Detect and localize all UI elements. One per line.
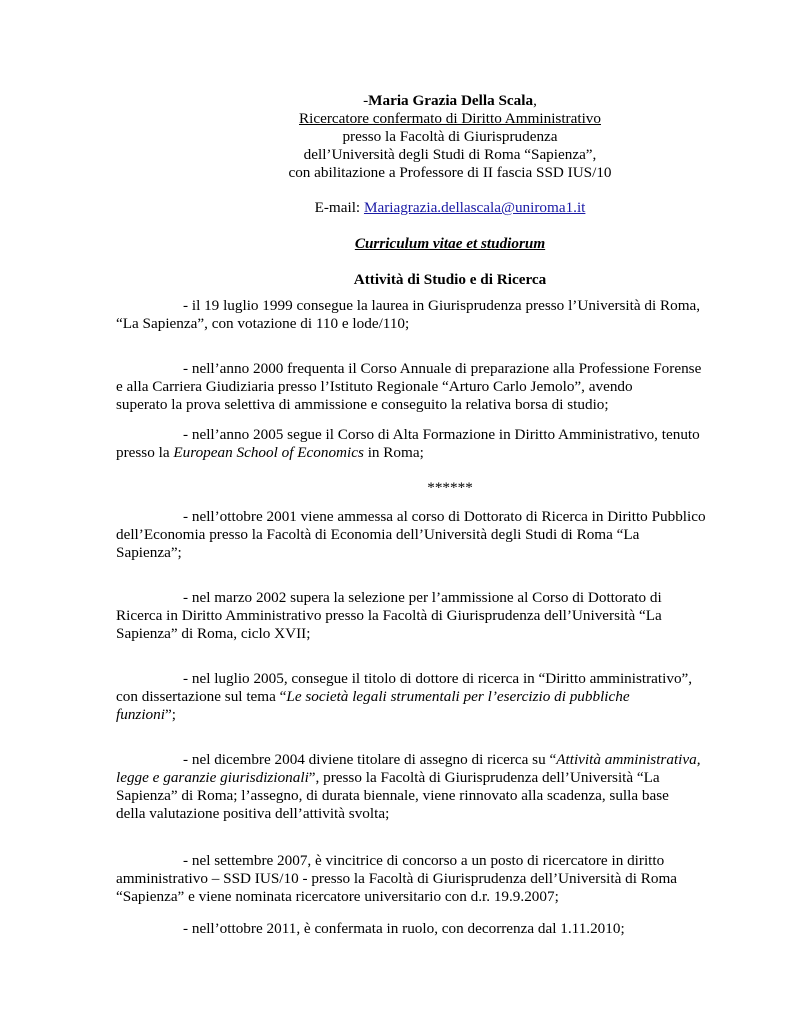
text-span: in Roma; [363, 444, 424, 461]
italic-span: legge e garanzie giurisdizionali [116, 769, 309, 786]
name-suffix: , [533, 92, 537, 109]
author-faculty: presso la Facoltà di Giurisprudenza [342, 128, 558, 145]
paragraph-2-line-2: e alla Carriera Giudiziaria presso l’Istituto Regionale “Arturo Carlo Jemolo”, avendo [116, 378, 633, 395]
section-title: Attività di Studio e di Ricerca [353, 271, 547, 288]
paragraph-6-line-2 [116, 688, 630, 706]
paragraph-4-line-1: - nell’ottobre 2001 viene ammessa al corso di Dottorato di Ricerca in Diritto Pubblico [183, 508, 706, 525]
paragraph-1-line-2: “La Sapienza”, con votazione di 110 e lode/110; [116, 315, 410, 332]
email-label: E-mail: [314, 199, 364, 216]
paragraph-7-line-4: della valutazione positiva dell’attività svolta; [116, 805, 390, 822]
paragraph-6-line-1: - nel luglio 2005, consegue il titolo di dottore di ricerca in “Diritto amministrativo”, [183, 670, 693, 687]
paragraph-7-line-1 [183, 751, 701, 769]
paragraph-4-line-2: dell’Economia presso la Facoltà di Economia dell’Università degli Studi di Roma “La [116, 526, 640, 543]
author-name: Maria Grazia Della Scala [368, 92, 534, 109]
italic-span: Le società legali strumentali per l’esercizio di pubbliche [286, 688, 630, 705]
text-span: presso la [116, 444, 174, 461]
paragraph-4-line-3: Sapienza”; [116, 544, 182, 561]
paragraph-3-line-1: - nell’anno 2005 segue il Corso di Alta Formazione in Diritto Amministrativo, tenuto [183, 426, 700, 443]
italic-span: European School of Economics [173, 444, 364, 461]
paragraph-5-line-1: - nel marzo 2002 supera la selezione per l’ammissione al Corso di Dottorato di [183, 589, 662, 606]
paragraph-7-line-3: Sapienza” di Roma; l’assegno, di durata biennale, viene rinnovato alla scadenza, sulla base [116, 787, 669, 804]
text-span: - nel dicembre 2004 diviene titolare di assegno di ricerca su “ [183, 751, 557, 768]
paragraph-8-line-2: amministrativo – SSD IUS/10 - presso la Facoltà di Giurisprudenza dell’Università di Roma [116, 870, 678, 887]
paragraph-8-line-1: - nel settembre 2007, è vincitrice di concorso a un posto di ricercatore in diritto [183, 852, 665, 869]
paragraph-7-line-2 [116, 769, 660, 787]
separator: ****** [427, 479, 473, 496]
paragraph-2-line-3: superato la prova selettiva di ammissione e conseguito la relativa borsa di studio; [116, 396, 609, 413]
paragraph-6-line-3 [116, 706, 176, 724]
paragraph-5-line-3: Sapienza” di Roma, ciclo XVII; [116, 625, 311, 642]
text-span: ”; [164, 706, 176, 723]
paragraph-9-line-1: - nell’ottobre 2011, è confermata in ruolo, con decorrenza dal 1.11.2010; [183, 920, 625, 937]
italic-span: funzioni [116, 706, 165, 723]
email-link[interactable]: Mariagrazia.dellascala@uniroma1.it [363, 199, 586, 216]
email-line [0, 199, 791, 217]
text-span: con dissertazione sul tema “ [116, 688, 287, 705]
italic-span: Attività amministrativa, [556, 751, 701, 768]
cv-title: Curriculum vitae et studiorum [354, 235, 546, 252]
name-prefix: - [363, 92, 369, 109]
author-university: dell’Università degli Studi di Roma “Sapienza”, [303, 146, 597, 163]
author-role: Ricercatore confermato di Diritto Amministrativo [299, 110, 601, 127]
paragraph-3-line-2 [116, 444, 424, 462]
text-span: ”, presso la Facoltà di Giurisprudenza dell’Università “La [308, 769, 660, 786]
paragraph-5-line-2: Ricerca in Diritto Amministrativo presso la Facoltà di Giurisprudenza dell’Università “La [116, 607, 662, 624]
paragraph-2-line-1: - nell’anno 2000 frequenta il Corso Annuale di preparazione alla Professione Forense [183, 360, 702, 377]
author-name-line [0, 92, 791, 110]
author-qualification: con abilitazione a Professore di II fascia SSD IUS/10 [288, 164, 612, 181]
paragraph-1-line-1: - il 19 luglio 1999 consegue la laurea in Giurisprudenza presso l’Università di Roma, [183, 297, 701, 314]
paragraph-8-line-3: “Sapienza” e viene nominata ricercatore universitario con d.r. 19.9.2007; [116, 888, 559, 905]
